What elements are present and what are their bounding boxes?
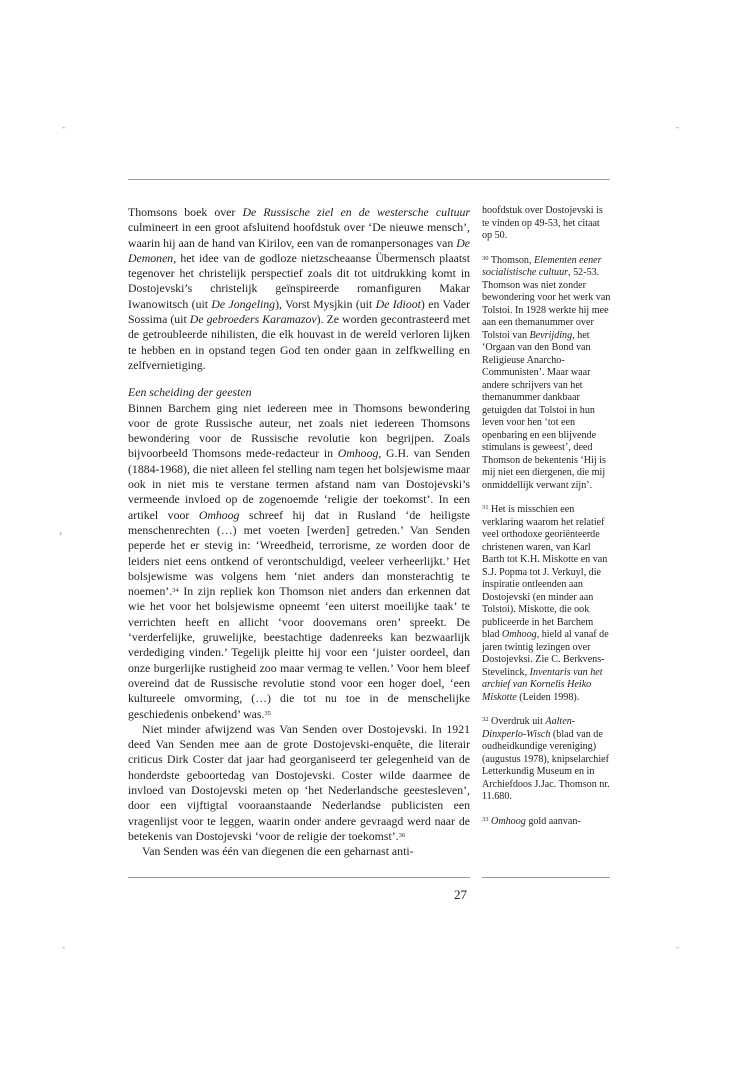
italic-title: Omhoog bbox=[198, 507, 240, 522]
italic-title: Bevrijding bbox=[529, 329, 573, 341]
footnote-column bbox=[482, 205, 612, 840]
text-run: , het idee van de godloze nietzscheaanse Übermensch plaatst tegenover het christelijk perspectief zoals dit tot uitdrukking komt in Dostojevski’s christelijk geïnspireerde romanfiguren Makar Iwanowitsch (uit bbox=[128, 250, 470, 311]
crop-mark-bottom-right: - bbox=[676, 942, 679, 952]
crop-mark-top-right: - bbox=[676, 122, 679, 132]
footnote-31 bbox=[482, 504, 612, 704]
footnote-ref: 34 bbox=[172, 587, 179, 595]
text-run: culmineert in een groot afsluitend hoofdstuk over ‘De nieuwe mensch’, waarin hij aan de hand van Kirilov, een van de romanpersonages van bbox=[128, 220, 470, 250]
text-run: ), Vorst Mysjkin (uit bbox=[275, 296, 376, 311]
footnote-30 bbox=[482, 255, 612, 493]
footnote-ref: 36 bbox=[398, 831, 406, 839]
header-rule bbox=[128, 179, 610, 180]
footnote-ref: 30 bbox=[482, 254, 489, 262]
main-text-column bbox=[128, 205, 470, 859]
text-run: Niet minder afwijzend was Van Senden over Dostojevski. In 1921 deed Van Senden mee aan de grote Dostojevski-enquête, die literair criticus Dirk Coster dat jaar had georganiseerd ter gelegenheid van de honderdste geboortedag van Dostojevski. Coster wilde daarmee de invloed van Dostojevski meten op ‘het Nederlandsche geestesleven’, door een vijftigtal vooraanstaande Nederlandse publicisten een vragenlijst voor te leggen, waarin onder andere gevraagd werd naar de betekenis van Dostojevski ‘voor de religie der toekomst’. bbox=[128, 721, 470, 843]
text-run: , hield al vanaf de jaren twintig lezingen over Dostojevksi. Zie C. Berkvens-Stevelinck, bbox=[482, 629, 609, 678]
footnote-32 bbox=[482, 716, 612, 804]
crop-mark-top-left: - bbox=[62, 122, 65, 132]
text-run: Binnen Barchem ging niet iedereen mee in Thomsons bewondering voor de grote Russische auteur, net zoals niet iedereen Thomsons bewondering voor de Russische revolutie kon begrijpen. Zoals bijvoorbeeld Thomsons mede-redacteur in bbox=[128, 400, 470, 461]
text-run: Thomsons boek over bbox=[128, 205, 243, 219]
footnote-ref: 32 bbox=[482, 716, 489, 723]
italic-title: De Demonen bbox=[128, 235, 470, 265]
text-run: Het is misschien een verklaring waarom het relatief veel orthodoxe georiënteerde christenen waren, van Karl Barth tot K.H. Miskotte en van S.J. Popma tot J. Verkuyl, die inspiratie ontleenden aan Dostojevski (en minder aan Tolstoi). Miskotte, die ook publiceerde in het Barchem blad bbox=[482, 504, 608, 640]
text-run: Thomson, bbox=[488, 254, 535, 266]
italic-title: Omhoog bbox=[501, 629, 537, 640]
text-run: , G.H. van Senden (1884-1968), die niet alleen fel stelling nam tegen het bolsjewisme maar ook in niet mis te verstane termen afstand nam van Dostojevski’s vermeende invloed op de zogenoemde ‘religie der toekomst’. In een artikel voor bbox=[128, 446, 470, 522]
paragraph-2 bbox=[128, 401, 470, 722]
italic-title: Omhoog bbox=[337, 446, 379, 461]
footnote-ref: 31 bbox=[482, 504, 489, 511]
footer-rule-main bbox=[128, 877, 470, 878]
section-heading: Een scheiding der geesten bbox=[128, 385, 252, 400]
italic-title: De gebroeders Karamazov bbox=[189, 312, 317, 327]
footnote-continuation bbox=[482, 205, 612, 243]
italic-title: Inventaris van het archief van Kornelis Heiko Miskotte bbox=[482, 666, 603, 703]
text-run: (Leiden 1998). bbox=[516, 691, 580, 703]
text-run: schreef hij dat in Rusland ‘de heiligste menschenrechten (…) met voeten [werden] getreden.’ Van Senden peperde het er stevig in: ‘Wreedheid, terrorisme, ze worden door de leiders niet eens ontkend of verontschuldigd, veeleer verheerlijkt.’ Het bolsjewisme was volgens hem ‘niet anders dan monsterachtig te noemen’. bbox=[128, 507, 470, 599]
paragraph-3 bbox=[128, 722, 470, 844]
footnote-ref: 33 bbox=[482, 815, 489, 823]
text-run: (blad van de oudheidkundige vereniging) (augustus 1978), knipselarchief Letterkundig Museum en in Archiefdoos J.Jac. Thomson nr. 11.680. bbox=[482, 728, 610, 802]
footnote-ref: 35 bbox=[264, 709, 271, 717]
text-run: hoofdstuk over Dostojevski is te vinden op 49-53, het citaat op 50. bbox=[482, 205, 603, 241]
paragraph-1 bbox=[128, 205, 470, 373]
text-run: , 52-53. Thomson was niet zonder bewondering voor het werk van Tolstoi. In 1928 werkte hij mee aan een themanummer over Tolstoi van bbox=[482, 267, 611, 341]
text-run: Overdruk uit bbox=[488, 716, 546, 727]
footer-rule-side bbox=[482, 877, 610, 878]
crop-mark-bottom-left: - bbox=[62, 942, 65, 952]
crop-mark-mid-left: › bbox=[59, 528, 62, 538]
footnote-33 bbox=[482, 816, 612, 829]
italic-title: De Idioot bbox=[375, 296, 421, 311]
paragraph-4 bbox=[128, 844, 470, 859]
italic-title: Aalten-Dinxperlo-Wisch bbox=[482, 716, 576, 740]
text-run: ) en Vader Sossima (uit bbox=[128, 296, 471, 327]
italic-title: De Jongeling bbox=[211, 296, 276, 311]
text-run: gold aanvan- bbox=[525, 815, 581, 827]
text-run: ). Ze worden gecontrasteerd met de getroubleerde nihilisten, die elk houvast in de wereld verloren lijken te hebben en in opstand tegen God ten onder gaan in zelfkwelling en zelfvernietiging. bbox=[128, 312, 470, 372]
page-number: 27 bbox=[454, 887, 467, 902]
italic-title: De Russische ziel en de westersche cultuur bbox=[242, 205, 471, 219]
italic-title: Elementen eener socialistische cultuur bbox=[482, 254, 602, 278]
text-run: , het ‘Orgaan van den Bond van Religieuse Anarcho-Communisten’. Maar waar andere schrijvers van het themanummer dankbaar getuigden dat Tolstoi in hun leven voor hen ‘tot een openbaring en een blijvende stimulans is geweest’, deed Thomson de bekentenis ‘Hij is mij niet een diergenen, die mij onmiddellijk verwant zijn’. bbox=[482, 329, 606, 491]
italic-title: Omhoog bbox=[491, 815, 526, 827]
text-run: In zijn repliek kon Thomson niet anders dan erkennen dat wie het voor het bolsjewisme opneemt ‘een uiterst moeilijke taak’ te verrichten heeft en allicht ‘voor doovemans oren’ spreekt. De ‘verderfelijke, gruwelijke, beestachtige dadenreeks kan bezwaarlijk verdediging vinden.’ Tegelijk pleitte hij voor een ‘juister oordeel, dan onze burgerlijke rustigheid zoo maar vermag te vellen.’ Voor hem bleef overeind dat de Russische revolutie stond voor een hoger doel, ‘een kultureele omvorming, (…) die tot nu toe in de menschelijke geschiedenis onbekend’ was. bbox=[128, 584, 470, 721]
text-run: Van Senden was één van diegenen die een geharnast anti- bbox=[142, 844, 414, 859]
